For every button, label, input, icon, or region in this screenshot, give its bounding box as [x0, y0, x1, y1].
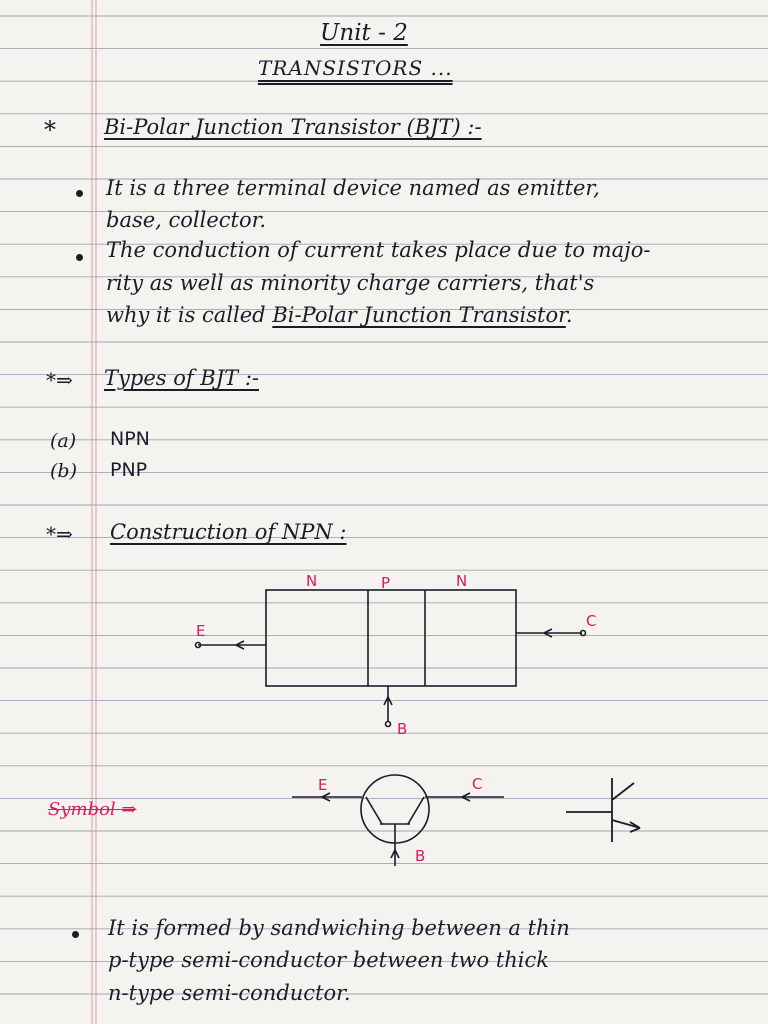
- collector-label: C: [586, 612, 597, 630]
- point-2-tail: .: [565, 303, 573, 327]
- final-line-1: It is formed by sandwiching between a thin: [108, 916, 570, 940]
- collector-terminal-icon: [581, 631, 586, 636]
- symbol-base-label: B: [415, 847, 426, 865]
- symbol-collector-label: C: [472, 775, 483, 793]
- npn-block: [266, 590, 516, 686]
- heading-types: Types of BJT :-: [104, 366, 259, 390]
- page-subtitle: TRANSISTORS ...: [258, 56, 453, 80]
- point-2-emphasis: Bi-Polar Junction Transistor: [272, 303, 566, 327]
- point-2-line-1: The conduction of current takes place due to majo-: [106, 238, 651, 262]
- transistor-symbol: [292, 775, 504, 866]
- region-label-n-left: N: [306, 572, 318, 590]
- point-1-line-1: It is a three terminal device named as emitter,: [106, 176, 600, 200]
- region-label-n-right: N: [456, 572, 468, 590]
- section-marker-construction: *⇒: [46, 522, 73, 546]
- point-1-line-2: base, collector.: [106, 208, 267, 232]
- point-2-line-2: rity as well as minority charge carriers, that's: [106, 271, 595, 295]
- type-b-label: (b): [50, 460, 77, 482]
- heading-bjt: Bi-Polar Junction Transistor (BJT) :-: [104, 115, 482, 139]
- final-line-2: p-type semi-conductor between two thick: [108, 948, 550, 972]
- type-b-text: PNP: [110, 459, 148, 481]
- simple-collector-diag: [612, 783, 634, 800]
- point-2-line-3-text: why it is called: [106, 303, 266, 327]
- type-a-text: NPN: [110, 428, 150, 450]
- symbol-emitter-label: E: [318, 776, 328, 794]
- type-a-label: (a): [50, 430, 77, 452]
- base-terminal-icon: [386, 722, 391, 727]
- emitter-label: E: [196, 622, 206, 640]
- simple-emitter-diag: [612, 820, 640, 828]
- heading-construction: Construction of NPN :: [110, 520, 347, 544]
- section-marker-bjt: *: [44, 116, 56, 144]
- symbol-emitter-diag: [366, 797, 382, 824]
- simple-transistor-symbol: [566, 778, 640, 842]
- symbol-label: Symbol ⇒: [48, 799, 137, 820]
- region-label-p: P: [381, 574, 391, 592]
- final-line-3: n-type semi-conductor.: [108, 981, 351, 1005]
- symbol-collector-diag: [408, 797, 424, 824]
- base-label: B: [397, 720, 408, 738]
- page-title: Unit - 2: [320, 20, 408, 46]
- npn-construction-diagram: [196, 590, 586, 727]
- section-marker-types: *⇒: [46, 368, 73, 392]
